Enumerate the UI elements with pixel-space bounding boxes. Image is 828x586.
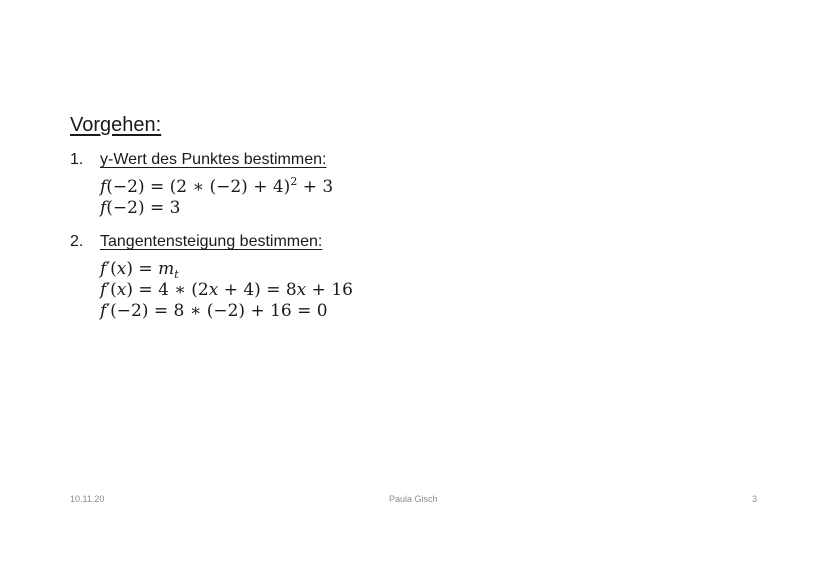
footer-page-number: 3 bbox=[752, 494, 758, 504]
step-2-label: Tangentensteigung bestimmen: bbox=[100, 233, 323, 250]
footer-date: 10.11.20 bbox=[70, 494, 105, 504]
step-1 bbox=[70, 151, 326, 169]
step-1-equation-1: f(−2) = (2 ∗ (−2) + 4)$^2$ + 3 bbox=[100, 175, 334, 197]
step-2-equation-2: f′(x) = 4 ∗ (2x + 4) = 8x + 16 bbox=[100, 280, 353, 300]
step-2-equation-1: $f'(x) = m_t$ bbox=[100, 259, 179, 281]
step-2-equation-3: f′(−2) = 8 ∗ (−2) + 16 = 0 bbox=[100, 301, 328, 321]
step-1-number: 1. bbox=[70, 151, 84, 168]
step-1-equation-2: f(−2) = 3 bbox=[100, 198, 181, 218]
footer-author: Paula Gisch bbox=[389, 494, 438, 504]
step-2-number: 2. bbox=[70, 233, 84, 250]
step-1-label: y-Wert des Punktes bestimmen: bbox=[100, 151, 327, 168]
step-2 bbox=[70, 233, 322, 251]
slide-heading: Vorgehen: bbox=[70, 114, 162, 136]
